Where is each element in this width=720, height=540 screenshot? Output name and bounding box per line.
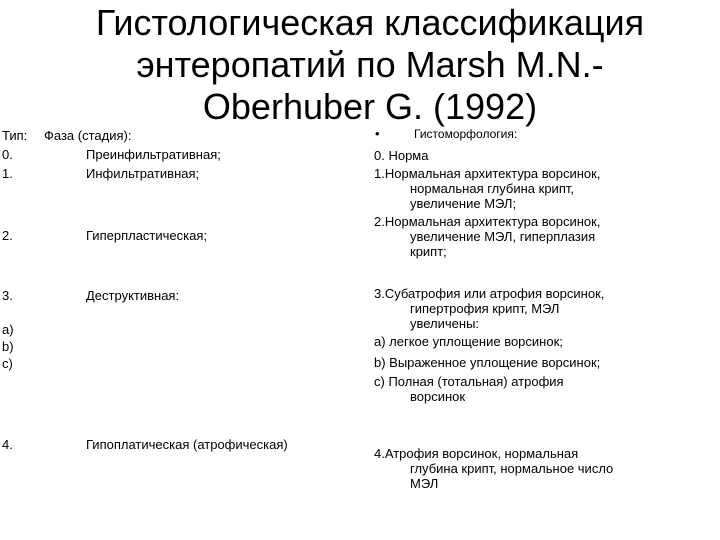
subletter-a: a) xyxy=(2,322,14,337)
histology-item-3b-line: b) Выраженное уплощение ворсинок; xyxy=(374,355,601,370)
histology-item-2-line-1: 2.Нормальная архитектура ворсинок, xyxy=(374,214,601,229)
row-label-4: Гипоплатическая (атрофическая) xyxy=(86,437,288,452)
subletter-c: c) xyxy=(2,356,13,371)
phase-label: Фаза (стадия): xyxy=(44,128,132,143)
histology-item-4 xyxy=(374,446,674,491)
row-num-2: 2. xyxy=(2,228,13,243)
norm-item: 0. Норма xyxy=(374,148,429,163)
subletter-b: b) xyxy=(2,339,14,354)
histology-item-3b xyxy=(374,355,674,370)
row-label-2: Гиперпластическая; xyxy=(86,228,207,243)
type-label: Тип: xyxy=(2,128,28,143)
title-line-2: энтеропатий по Marsh M.N.- xyxy=(136,44,604,85)
histology-item-3c-line-1: с) Полная (тотальная) атрофия xyxy=(374,374,564,389)
row-num-0: 0. xyxy=(2,147,13,162)
title-line-1: Гистологическая классификация xyxy=(95,2,645,43)
histology-item-2-line-2: увеличение МЭЛ, гиперплазия xyxy=(410,229,596,244)
page-title xyxy=(0,2,720,128)
histology-item-1-line-1: 1.Нормальная архитектура ворсинок, xyxy=(374,166,601,181)
row-num-4: 4. xyxy=(2,437,13,452)
histology-item-3c-line-2: ворсинок xyxy=(410,389,466,404)
histology-item-1-line-2: нормальная глубина крипт, xyxy=(410,181,574,196)
bullet-icon: • xyxy=(375,126,380,141)
histology-item-3a xyxy=(374,334,674,349)
histology-item-3-line-3: увеличены: xyxy=(410,316,480,331)
histology-item-3-line-1: 3.Субатрофия или атрофия ворсинок, xyxy=(374,286,605,301)
row-label-1: Инфильтративная; xyxy=(86,166,200,181)
histology-item-3a-line: а) легкое уплощение ворсинок; xyxy=(374,334,563,349)
histology-item-2 xyxy=(374,214,674,259)
histomorphology-header: Гистоморфология: xyxy=(414,127,518,141)
title-line-3: Oberhuber G. (1992) xyxy=(202,86,538,127)
row-label-3: Деструктивная: xyxy=(86,288,180,303)
row-num-1: 1. xyxy=(2,166,13,181)
histology-item-2-line-3: крипт; xyxy=(410,244,447,259)
histology-item-1-line-3: увеличение МЭЛ; xyxy=(410,196,517,211)
histology-item-4-line-3: МЭЛ xyxy=(410,476,439,491)
histology-item-3-line-2: гипертрофия крипт, МЭЛ xyxy=(410,301,560,316)
row-label-0: Преинфильтративная; xyxy=(86,147,221,162)
histology-item-4-line-2: глубина крипт, нормальное число xyxy=(410,461,614,476)
histology-item-4-line-1: 4.Атрофия ворсинок, нормальная xyxy=(374,446,579,461)
histology-item-1 xyxy=(374,166,674,211)
row-num-3: 3. xyxy=(2,288,13,303)
histology-item-3c xyxy=(374,374,674,404)
histology-item-3 xyxy=(374,286,674,331)
